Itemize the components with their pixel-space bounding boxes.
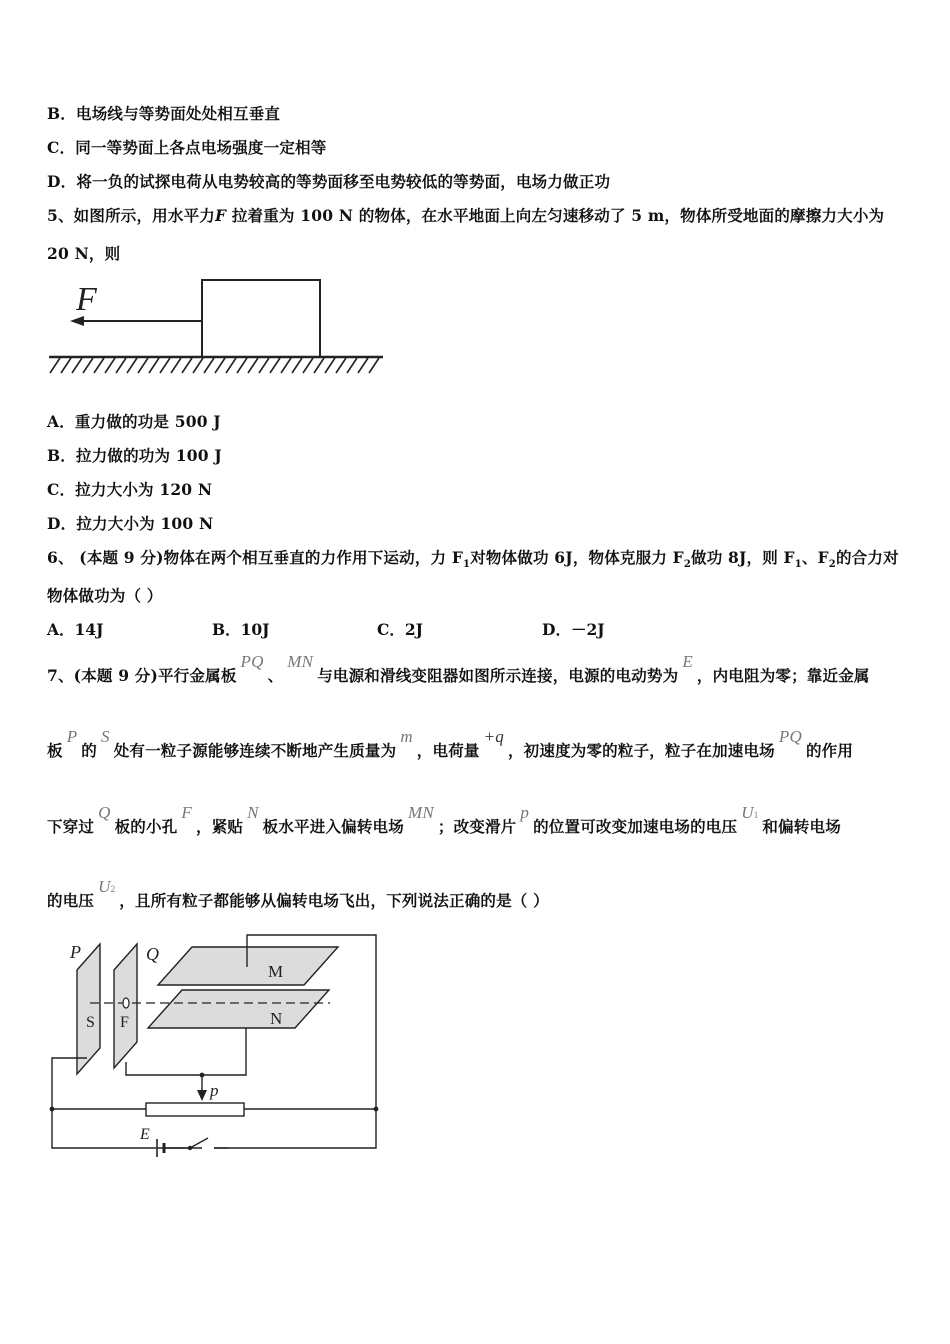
label-f: F xyxy=(120,1014,129,1031)
rheostat xyxy=(146,1103,244,1116)
q5-figure xyxy=(44,276,389,380)
force-label: F xyxy=(76,281,97,318)
plate-n xyxy=(148,990,329,1028)
slider-arrow-icon xyxy=(197,1090,207,1101)
label-slider-p: p xyxy=(210,1081,219,1100)
q4-option-b: B．电场线与等势面处处相互垂直 xyxy=(47,104,281,123)
q7-circuit-figure xyxy=(40,930,390,1160)
label-p: P xyxy=(70,942,81,962)
switch-blade xyxy=(190,1138,208,1148)
q7-stem-line4: 的电压U2，且所有粒子都能够从偏转电场飞出，下列说法正确的是（ ） xyxy=(47,877,549,910)
label-e: E xyxy=(140,1126,150,1143)
q7-stem-line1: 7、(本题 9 分)平行金属板PQ、MN与电源和滑线变阻器如图所示连接，电源的电动势为E，内电阻为零；靠近金属 xyxy=(47,652,870,685)
q5-option-b: B．拉力做的功为 100 J xyxy=(47,446,222,465)
q4-option-c: C．同一等势面上各点电场强度一定相等 xyxy=(47,138,327,157)
q6-option-c: C．2J xyxy=(377,620,423,639)
q6-option-a: A．14J xyxy=(47,620,104,639)
q6-option-b: B．10J xyxy=(212,620,270,639)
q7-stem-line3: 下穿过Q板的小孔F，紧贴N板水平进入偏转电场MN；改变滑片p的位置可改变加速电场的电压U1和偏转电场 xyxy=(47,803,841,836)
plate-m xyxy=(158,947,338,985)
label-n: N xyxy=(270,1009,283,1028)
label-m: M xyxy=(268,962,284,981)
junction-left xyxy=(50,1107,55,1112)
junction-right xyxy=(374,1107,379,1112)
plate-p xyxy=(77,944,100,1074)
label-q: Q xyxy=(146,944,159,964)
q5-option-c: C．拉力大小为 120 N xyxy=(47,480,213,499)
q4-option-d: D．将一负的试探电荷从电势较高的等势面移至电势较低的等势面，电场力做正功 xyxy=(47,172,611,191)
ground-hatching xyxy=(50,358,379,373)
q5-stem-line2: 20 N，则 xyxy=(47,244,121,263)
q7-stem-line2: 板P的S处有一粒子源能够连续不断地产生质量为m，电荷量+q，初速度为零的粒子，粒子在加速电场PQ的作用 xyxy=(47,727,854,760)
q5-stem-line1: 5、如图所示，用水平力F 拉着重为 100 N 的物体，在水平地面上向左匀速移动了 5 m，物体所受地面的摩擦力大小为 xyxy=(47,206,885,225)
block xyxy=(202,280,320,357)
q5-option-a: A．重力做的功是 500 J xyxy=(47,412,221,431)
q5-option-d: D．拉力大小为 100 N xyxy=(47,514,214,533)
q6-stem-line2: 物体做功为（ ） xyxy=(47,586,163,605)
junction-slider xyxy=(200,1073,205,1078)
q6-option-d: D．－2J xyxy=(542,620,605,639)
label-s: S xyxy=(86,1014,95,1031)
hole-f xyxy=(123,998,129,1008)
q6-stem-line1: 6、 (本题 9 分)物体在两个相互垂直的力作用下运动，力 $F_1$对物体做功 6J，物体克服力 $F_2$做功 8J，则 $F_1$、$F_2$的合力对 xyxy=(47,548,899,571)
